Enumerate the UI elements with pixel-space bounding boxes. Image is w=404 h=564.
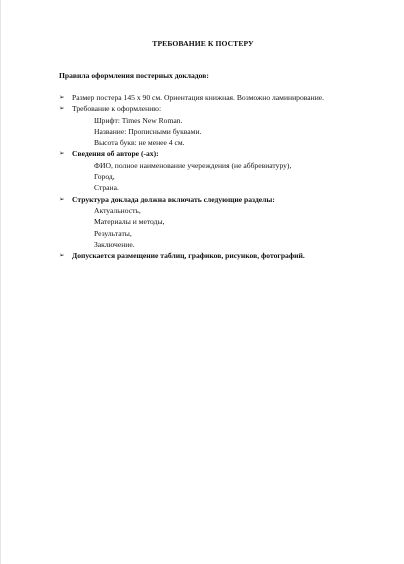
sub-list-item — [59, 205, 379, 216]
list-item-text: Сведения об авторе (-ах): — [72, 149, 159, 159]
sub-list-item-text: Материалы и методы, — [94, 217, 165, 227]
sub-list-item — [59, 137, 379, 148]
list-item-text: Размер постера 145 х 90 см. Ориентация книжная. Возможно ламинирование. — [72, 93, 325, 102]
arrow-bullet-icon: ➢ — [59, 149, 65, 158]
list-item — [59, 194, 379, 205]
sub-list-item — [59, 182, 379, 193]
section-heading: Правила оформления постерных докладов: — [59, 71, 209, 80]
list-item-text: Требование к оформлению: — [72, 104, 162, 114]
list-item — [59, 148, 379, 159]
list-item — [59, 103, 379, 114]
sub-list-item — [59, 216, 379, 227]
sub-list-item-text: Город, — [94, 172, 115, 182]
sub-list-item-text: Заключение. — [94, 239, 135, 249]
sub-list-item — [59, 228, 379, 239]
sub-list-item-text: Высота букв: не менее 4 см. — [94, 138, 185, 148]
arrow-bullet-icon: ➢ — [59, 93, 65, 101]
sub-list-item-text: Шрифт: Times New Roman. — [94, 115, 183, 125]
sub-list-item-text: Название: Прописными буквами. — [94, 126, 202, 136]
sub-list-item — [59, 239, 379, 250]
sub-list-item-text: ФИО, полное наименование учереждения (не аббревиатуру), — [94, 160, 292, 170]
list-item-text: Структура доклада должна включать следующие разделы: — [72, 194, 275, 204]
arrow-bullet-icon: ➢ — [59, 194, 65, 203]
rules-list — [59, 92, 379, 261]
sub-list-item-text: Страна. — [94, 183, 119, 193]
sub-list-item — [59, 126, 379, 137]
list-item-text: Допускается размещение таблиц, графиков, рисунков, фотографий. — [72, 251, 305, 261]
list-item — [59, 92, 379, 103]
sub-list-item — [59, 171, 379, 182]
arrow-bullet-icon: ➢ — [59, 251, 65, 260]
document-title: ТРЕБОВАНИЕ К ПОСТЕРУ — [152, 39, 254, 48]
sub-list-item — [59, 160, 379, 171]
sub-list-item — [59, 115, 379, 126]
arrow-bullet-icon: ➢ — [59, 104, 65, 113]
sub-list-item-text: Актуальность, — [94, 205, 141, 215]
sub-list-item-text: Результаты, — [94, 228, 132, 238]
list-item — [59, 250, 379, 261]
